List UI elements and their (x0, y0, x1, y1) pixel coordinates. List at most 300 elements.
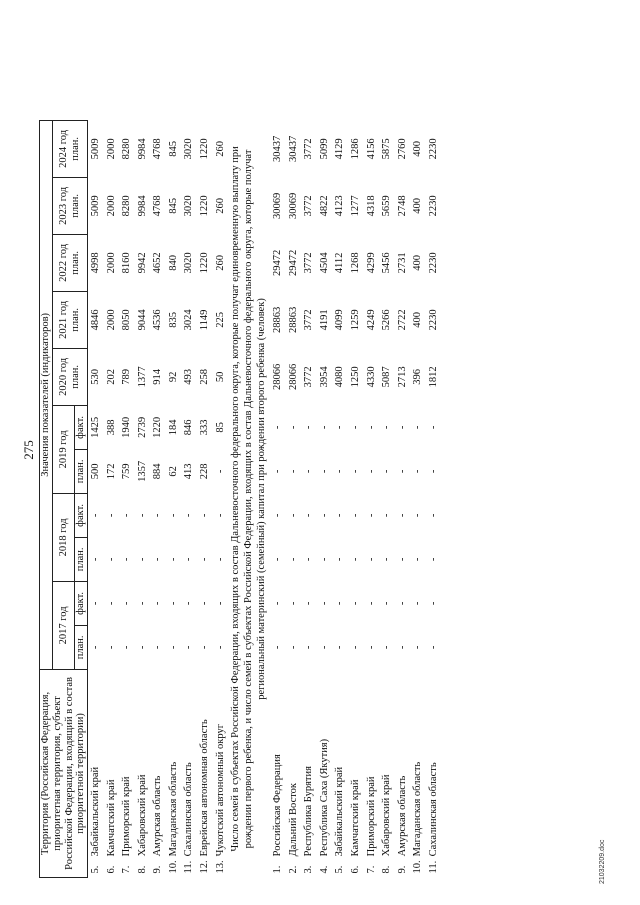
value-cell: - (287, 645, 299, 650)
value-cell: - (136, 601, 148, 606)
value-cell: - (381, 601, 393, 606)
value-cell: - (318, 557, 330, 562)
value-cell: - (183, 645, 195, 650)
value-cell: 30437 (287, 135, 299, 162)
value-cell: 3020 (183, 195, 195, 217)
value-cell: 4504 (318, 252, 330, 274)
row-number: 10. (167, 860, 179, 874)
territory-name: Сахалинская область (183, 762, 195, 857)
value-cell: 8050 (121, 309, 133, 331)
value-cell: - (89, 645, 101, 650)
value-cell: - (105, 601, 117, 606)
row-number: 5. (334, 865, 346, 874)
value-cell: - (272, 469, 284, 474)
value-cell: - (318, 425, 330, 430)
value-cell: - (183, 557, 195, 562)
territory-name: Амурская область (396, 775, 408, 857)
value-cell: - (381, 645, 393, 650)
table-row (197, 120, 213, 877)
value-cell: 5009 (89, 195, 101, 217)
value-cell: 260 (214, 141, 226, 157)
value-cell: 845 (167, 141, 179, 157)
row-number: 8. (136, 865, 148, 874)
value-cell: 28863 (272, 306, 284, 333)
territory-name: Республика Бурятия (303, 766, 315, 857)
value-cell: 914 (152, 369, 164, 385)
value-cell: - (272, 425, 284, 430)
value-cell: 2731 (396, 252, 408, 274)
value-cell: 9044 (136, 309, 148, 331)
value-cell: 4536 (152, 309, 164, 331)
year-header: 2024 год план. (52, 120, 87, 177)
plan-fact-header: план. (75, 449, 88, 493)
value-cell: 28066 (272, 363, 284, 390)
value-cell: 30437 (272, 135, 284, 162)
value-cell: 5659 (381, 195, 393, 217)
value-cell: 3772 (303, 138, 315, 160)
value-cell: 1286 (350, 138, 362, 160)
document-filename: 21032209.doc (599, 839, 606, 884)
value-cell: - (121, 557, 133, 562)
value-cell: - (89, 513, 101, 518)
value-cell: - (350, 645, 362, 650)
value-cell: - (412, 645, 424, 650)
table-row (301, 120, 317, 877)
table-body (88, 120, 442, 877)
value-cell: 840 (167, 255, 179, 271)
value-cell: - (396, 425, 408, 430)
value-cell: - (412, 513, 424, 518)
value-cell: - (365, 513, 377, 518)
value-cell: - (318, 645, 330, 650)
value-cell: - (89, 557, 101, 562)
value-cell: 789 (121, 369, 133, 385)
territory-name: Приморский край (365, 776, 377, 857)
table-row (182, 120, 198, 877)
value-cell: - (350, 469, 362, 474)
value-cell: - (396, 557, 408, 562)
value-cell: 28863 (287, 306, 299, 333)
value-cell: - (287, 513, 299, 518)
value-cell: - (272, 645, 284, 650)
value-cell: - (121, 601, 133, 606)
territory-name: Дальний Восток (287, 782, 299, 857)
value-cell: 884 (152, 463, 164, 480)
value-cell: - (214, 601, 226, 606)
value-cell: - (334, 513, 346, 518)
value-cell: - (334, 469, 346, 474)
row-number: 1. (272, 865, 284, 874)
value-cell: 5875 (381, 138, 393, 160)
value-cell: 2000 (105, 252, 117, 274)
value-cell: 9984 (136, 195, 148, 217)
value-cell: 400 (412, 141, 424, 157)
table-row (426, 120, 442, 877)
value-cell: 4768 (152, 195, 164, 217)
row-number: 9. (396, 865, 408, 874)
value-cell: - (427, 425, 439, 430)
value-cell: - (272, 601, 284, 606)
value-cell: 759 (121, 463, 133, 480)
table-row (135, 120, 151, 877)
territory-name: Магаданская область (167, 761, 179, 857)
value-cell: 225 (214, 312, 226, 328)
territory-name: Магаданская область (412, 761, 424, 857)
territory-name: Камчатский край (350, 779, 362, 857)
value-cell: - (334, 425, 346, 430)
value-cell: - (350, 601, 362, 606)
value-cell: - (412, 601, 424, 606)
value-cell: - (105, 645, 117, 650)
value-cell: - (287, 557, 299, 562)
value-cell: 92 (167, 371, 179, 383)
value-cell: - (365, 601, 377, 606)
value-cell: 4768 (152, 138, 164, 160)
value-cell: 1250 (350, 366, 362, 388)
value-cell: 388 (105, 419, 117, 436)
row-number: 11. (183, 860, 195, 874)
value-cell: 3954 (318, 366, 330, 388)
year-header: 2017 год (52, 581, 75, 669)
value-cell: 3772 (303, 252, 315, 274)
row-number: 8. (381, 865, 393, 874)
table-row (119, 120, 135, 877)
value-cell: - (427, 513, 439, 518)
value-cell: 4099 (334, 309, 346, 331)
table-row (395, 120, 411, 877)
value-cell: - (152, 557, 164, 562)
value-cell: 260 (214, 255, 226, 271)
value-cell: - (412, 425, 424, 430)
row-number: 7. (365, 865, 377, 874)
table-row (166, 120, 182, 877)
territory-header: Территория (Российская Федерация, приоритетная территория, субъект Российской Федерации, входящий в состав приоритетной территории) (40, 669, 88, 877)
value-cell: - (381, 425, 393, 430)
value-cell: - (303, 425, 315, 430)
value-cell: - (427, 557, 439, 562)
value-cell: 530 (89, 369, 101, 385)
value-cell: 3020 (183, 138, 195, 160)
value-cell: - (381, 557, 393, 562)
value-cell: 29472 (287, 249, 299, 276)
value-cell: 400 (412, 255, 424, 271)
value-cell: - (318, 513, 330, 518)
value-cell: 4822 (318, 195, 330, 217)
value-cell: 260 (214, 198, 226, 214)
value-cell: - (121, 645, 133, 650)
value-cell: 2000 (105, 309, 117, 331)
value-cell: - (303, 469, 315, 474)
value-cell: 202 (105, 369, 117, 385)
value-cell: - (214, 513, 226, 518)
value-cell: - (334, 557, 346, 562)
value-cell: - (214, 469, 226, 474)
table-row (410, 120, 426, 877)
value-cell: 4191 (318, 309, 330, 331)
value-cell: - (152, 601, 164, 606)
table-row (317, 120, 333, 877)
territory-name: Забайкальский край (334, 766, 346, 857)
value-cell: - (303, 601, 315, 606)
value-cell: - (183, 601, 195, 606)
territory-name: Хабаровский край (381, 774, 393, 857)
row-number: 6. (350, 865, 362, 874)
plan-fact-header: факт. (75, 493, 88, 537)
row-number: 3. (303, 865, 315, 874)
row-number: 2. (287, 865, 299, 874)
value-cell: 2722 (396, 309, 408, 331)
section-row (228, 120, 270, 877)
value-cell: 400 (412, 198, 424, 214)
value-cell: 2000 (105, 195, 117, 217)
value-cell: 1812 (427, 366, 439, 388)
value-cell: 1377 (136, 366, 148, 388)
row-number: 10. (412, 860, 424, 874)
territory-name: Хабаровский край (136, 774, 148, 857)
value-cell: 1268 (350, 252, 362, 274)
territory-name: Забайкальский край (89, 766, 101, 857)
row-number: 7. (121, 865, 133, 874)
value-cell: 2230 (427, 138, 439, 160)
row-number: 12. (199, 860, 211, 874)
value-cell: - (272, 557, 284, 562)
value-cell: 5009 (89, 138, 101, 160)
value-cell: 1220 (199, 252, 211, 274)
value-cell: 1277 (350, 195, 362, 217)
year-header: 2023 год план. (52, 177, 87, 234)
value-cell: 3024 (183, 309, 195, 331)
value-cell: 400 (412, 312, 424, 328)
value-cell: 3772 (303, 195, 315, 217)
value-cell: 5266 (381, 309, 393, 331)
table-row (150, 120, 166, 877)
value-cell: - (167, 557, 179, 562)
value-cell: 4652 (152, 252, 164, 274)
value-cell: 333 (199, 419, 211, 436)
year-header: 2019 год (52, 405, 75, 493)
value-cell: - (365, 425, 377, 430)
table-row (213, 120, 229, 877)
value-cell: 1425 (89, 416, 101, 438)
value-cell: 50 (214, 371, 226, 383)
territory-name: Камчатский край (105, 779, 117, 857)
value-cell: 835 (167, 312, 179, 328)
table-row (286, 120, 302, 877)
value-cell: 8160 (121, 252, 133, 274)
value-cell: 4080 (334, 366, 346, 388)
value-cell: 29472 (272, 249, 284, 276)
row-number: 4. (318, 865, 330, 874)
value-cell: - (350, 557, 362, 562)
value-cell: 2739 (136, 416, 148, 438)
value-cell: - (105, 513, 117, 518)
value-cell: 4112 (334, 252, 346, 274)
value-cell: - (199, 645, 211, 650)
value-cell: - (318, 469, 330, 474)
value-cell: - (396, 513, 408, 518)
value-cell: 30069 (287, 192, 299, 219)
value-cell: 1940 (121, 416, 133, 438)
plan-fact-header: факт. (75, 405, 88, 449)
table-row (348, 120, 364, 877)
territory-name: Сахалинская область (427, 762, 439, 857)
table-row (270, 120, 286, 877)
value-cell: - (396, 601, 408, 606)
value-cell: - (183, 513, 195, 518)
value-cell: 493 (183, 369, 195, 385)
year-header: 2022 год план. (52, 234, 87, 291)
value-cell: 184 (167, 419, 179, 436)
value-cell: - (334, 601, 346, 606)
value-cell: - (167, 513, 179, 518)
value-cell: - (287, 469, 299, 474)
value-cell: - (199, 601, 211, 606)
value-cell: 28066 (287, 363, 299, 390)
value-cell: - (412, 469, 424, 474)
value-cell: 85 (214, 422, 226, 433)
plan-fact-header: факт. (75, 581, 88, 625)
value-cell: - (318, 601, 330, 606)
value-cell: 4249 (365, 309, 377, 331)
value-cell: 5456 (381, 252, 393, 274)
value-cell: - (334, 645, 346, 650)
value-cell: 5087 (381, 366, 393, 388)
value-cell: - (396, 469, 408, 474)
table-row (379, 120, 395, 877)
rotated-page-content (21, 10, 621, 890)
value-cell: 172 (105, 463, 117, 480)
value-cell: - (272, 513, 284, 518)
value-cell: - (303, 645, 315, 650)
value-cell: 3772 (303, 309, 315, 331)
value-cell: 8280 (121, 138, 133, 160)
value-cell: 1357 (136, 460, 148, 482)
value-cell: - (303, 557, 315, 562)
value-cell: - (136, 557, 148, 562)
territory-name: Приморский край (121, 776, 133, 857)
table-row (364, 120, 380, 877)
value-cell: 4330 (365, 366, 377, 388)
value-cell: - (167, 645, 179, 650)
value-cell: 1149 (199, 309, 211, 331)
value-cell: 1259 (350, 309, 362, 331)
value-cell: 2748 (396, 195, 408, 217)
value-cell: 4299 (365, 252, 377, 274)
territory-name: Чукотский автономный округ (214, 723, 226, 857)
value-cell: - (365, 469, 377, 474)
value-cell: 4998 (89, 252, 101, 274)
value-cell: 2230 (427, 195, 439, 217)
page-number: 275 (21, 440, 36, 460)
value-cell: - (427, 601, 439, 606)
year-header: 2018 год (52, 493, 75, 581)
value-cell: - (121, 513, 133, 518)
value-cell: 846 (183, 419, 195, 436)
value-cell: 2760 (396, 138, 408, 160)
value-cell: 62 (167, 466, 179, 477)
table-row (104, 120, 120, 877)
value-cell: 3772 (303, 366, 315, 388)
value-cell: - (214, 557, 226, 562)
value-cell: 228 (199, 463, 211, 480)
value-cell: 9942 (136, 252, 148, 274)
value-cell: 1220 (199, 195, 211, 217)
row-number: 13. (214, 860, 226, 874)
year-header: 2021 год план. (52, 291, 87, 348)
value-cell: - (350, 425, 362, 430)
value-cell: 2713 (396, 366, 408, 388)
value-cell: - (350, 513, 362, 518)
value-cell: 8280 (121, 195, 133, 217)
table-row (88, 120, 104, 877)
value-cell: - (287, 425, 299, 430)
value-cell: - (152, 513, 164, 518)
territory-name: Российская Федерация (272, 754, 284, 857)
value-cell: 2230 (427, 309, 439, 331)
value-cell: 396 (412, 369, 424, 385)
value-cell: - (365, 645, 377, 650)
value-cell: - (214, 645, 226, 650)
value-cell: 1220 (152, 416, 164, 438)
value-cell: - (199, 557, 211, 562)
row-number: 9. (152, 865, 164, 874)
value-cell: 4129 (334, 138, 346, 160)
value-cell: 4123 (334, 195, 346, 217)
value-cell: - (136, 645, 148, 650)
indicators-table (39, 120, 442, 878)
value-cell: - (396, 645, 408, 650)
value-cell: 2230 (427, 252, 439, 274)
value-cell: 9984 (136, 138, 148, 160)
value-cell: 258 (199, 369, 211, 385)
value-cell: - (412, 557, 424, 562)
value-cell: - (199, 513, 211, 518)
value-cell: 4156 (365, 138, 377, 160)
value-cell: 5099 (318, 138, 330, 160)
year-header: 2020 год план. (52, 348, 87, 405)
plan-fact-header: план. (75, 537, 88, 581)
value-cell: - (427, 469, 439, 474)
value-cell: 2000 (105, 138, 117, 160)
value-cell: 4318 (365, 195, 377, 217)
row-number: 6. (105, 865, 117, 874)
value-cell: - (152, 645, 164, 650)
value-cell: 4846 (89, 309, 101, 331)
value-cell: 845 (167, 198, 179, 214)
value-cell: - (381, 513, 393, 518)
table-row (333, 120, 349, 877)
value-cell: 500 (89, 463, 101, 480)
section-title: Число семей в субъектах Российской Федерации, входящих в состав Дальневосточного федерального округа, которые получат единовременную выплату при рождении первого ребенка, и число семей в субъектах Российской Федерации, входящих в состав Дальневосточного федерального округа, которые получат региональный материнский (семейный) капитал при рождении второго ребенка (человек) (230, 146, 267, 852)
value-cell: 1220 (199, 138, 211, 160)
value-cell: - (136, 513, 148, 518)
plan-fact-header: план. (75, 625, 88, 669)
territory-name: Амурская область (152, 775, 164, 857)
territory-name: Еврейская автономная область (199, 719, 211, 857)
row-number: 11. (427, 860, 439, 874)
value-cell: 30069 (272, 192, 284, 219)
row-number: 5. (89, 865, 101, 874)
value-cell: - (167, 601, 179, 606)
value-cell: 413 (183, 463, 195, 480)
value-cell: - (427, 645, 439, 650)
value-cell: - (287, 601, 299, 606)
value-cell: 3020 (183, 252, 195, 274)
territory-name: Республика Саха (Якутия) (318, 738, 330, 857)
value-cell: - (381, 469, 393, 474)
value-cell: - (89, 601, 101, 606)
indicator-values-header: Значения показателей (индикаторов) (40, 120, 53, 669)
